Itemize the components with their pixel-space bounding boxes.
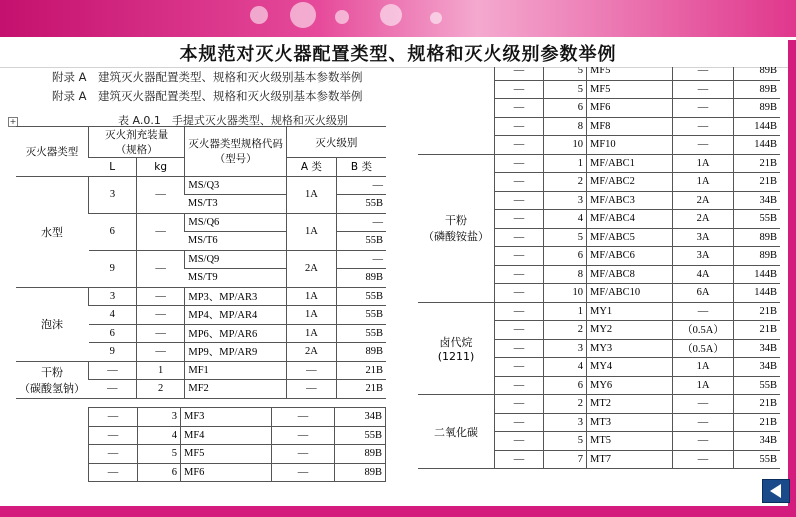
header-class-a: A 类 (286, 158, 336, 177)
right-table (418, 67, 780, 469)
table-row: 卤代烷 (1211) — 1 MY1 — 21B (418, 302, 780, 321)
table-row: 水型 3 — MS/Q3 1A — (16, 176, 386, 195)
decorative-bubble (250, 6, 268, 24)
document-page (0, 67, 788, 506)
decorative-bubble (430, 12, 442, 24)
table-row: 二氧化碳 — 2 MT2 — 21B (418, 395, 780, 414)
left-continuation-table (88, 407, 386, 482)
header-unit-l: L (89, 158, 137, 177)
group-label: 卤代烷 (1211) (418, 302, 495, 395)
table-row: 泡沫 3 — MP3、MP/AR3 1A 55B (16, 287, 386, 306)
bottom-accent-bar (0, 506, 796, 517)
header-class-b: B 类 (336, 158, 386, 177)
table-row: — 2 MF2 — 21B (16, 380, 386, 399)
group-label: 干粉 （碳酸氢钠） (16, 361, 89, 398)
table-row: MS/T3 55B (16, 195, 386, 214)
table-row: — 8 MF8 — 144B (418, 117, 780, 136)
table-row: — 4 MY4 1A 34B (418, 358, 780, 377)
table-row: — 5 MF5 — 89B (418, 67, 780, 80)
table-row: — 3 MY3 （0.5A） 34B (418, 339, 780, 358)
header-type: 灭火器类型 (16, 127, 89, 177)
table-row: — 8 MF/ABC8 4A 144B (418, 265, 780, 284)
group-label: 泡沫 (16, 287, 89, 361)
table-row: 9 — MP9、MP/AR9 2A 89B (16, 343, 386, 362)
header-banner (0, 0, 796, 40)
previous-slide-icon (763, 480, 789, 502)
table-row: — 2 MY2 （0.5A） 21B (418, 321, 780, 340)
table-row: — 10 MF/ABC10 6A 144B (418, 284, 780, 303)
table-row: — 5 MF5 — 89B (418, 80, 780, 99)
table-row: 9 — MS/Q9 2A — (16, 250, 386, 269)
table-row: MS/T6 55B (16, 232, 386, 251)
group-label: 水型 (16, 176, 89, 287)
appendix-heading: 附录 A 建筑灭火器配置类型、规格和灭火级别基本参数举例 (52, 89, 363, 103)
table-row: MS/T9 89B (16, 269, 386, 288)
slide-title: 本规范对灭火器配置类型、规格和灭火级别参数举例 (179, 44, 617, 65)
header-level: 灭火级别 (286, 127, 386, 158)
table-row: — 10 MF10 — 144B (418, 136, 780, 155)
table-row: 6 — MP6、MP/AR6 1A 55B (16, 324, 386, 343)
table-row: — 6 MF6 — 89B (418, 99, 780, 118)
table-row: — 3 MT3 — 21B (418, 413, 780, 432)
decorative-bubble (380, 4, 402, 26)
table-row: — 7 MT7 — 55B (418, 450, 780, 469)
table-row: — 4 MF4 — 55B (89, 426, 386, 445)
decorative-bubble (335, 10, 349, 24)
table-row: 干粉 （碳酸氢钠） — 1 MF1 — 21B (16, 361, 386, 380)
appendix-heading: 附录 A 建筑灭火器配置类型、规格和灭火级别基本参数举例 (52, 70, 363, 84)
right-accent-bar (788, 40, 796, 517)
table-move-handle-icon[interactable]: + (9, 117, 17, 126)
left-table (16, 126, 386, 399)
table-row: 4 — MP4、MP/AR4 1A 55B (16, 306, 386, 325)
group-label: 干粉 （磷酸铵盐） (418, 154, 495, 302)
table-row: — 6 MY6 1A 55B (418, 376, 780, 395)
table-row: — 3 MF/ABC3 2A 34B (418, 191, 780, 210)
table-row: — 2 MF/ABC2 1A 21B (418, 173, 780, 192)
table-caption: 表 A.0.1 手提式灭火器类型、规格和灭火级别 (118, 114, 348, 127)
table-row: — 6 MF/ABC6 3A 89B (418, 247, 780, 266)
decorative-bubble (290, 2, 316, 28)
table-row: — 3 MF3 — 34B (89, 408, 386, 427)
group-label: 二氧化碳 (418, 395, 495, 469)
table-row: 干粉 （磷酸铵盐） — 1 MF/ABC1 1A 21B (418, 154, 780, 173)
previous-slide-button[interactable] (762, 479, 790, 503)
table-row: — 6 MF6 — 89B (89, 463, 386, 482)
table-row: 6 — MS/Q6 1A — (16, 213, 386, 232)
table-row: — 5 MF/ABC5 3A 89B (418, 228, 780, 247)
header-code: 灭火器类型规格代码 （型号） (185, 127, 287, 177)
table-row: — 4 MF/ABC4 2A 55B (418, 210, 780, 229)
header-unit-kg: kg (136, 158, 184, 177)
table-row: — 5 MF5 — 89B (89, 445, 386, 464)
table-row: — 5 MT5 — 34B (418, 432, 780, 451)
header-charge: 灭火剂充装量 （规格） (89, 127, 185, 158)
